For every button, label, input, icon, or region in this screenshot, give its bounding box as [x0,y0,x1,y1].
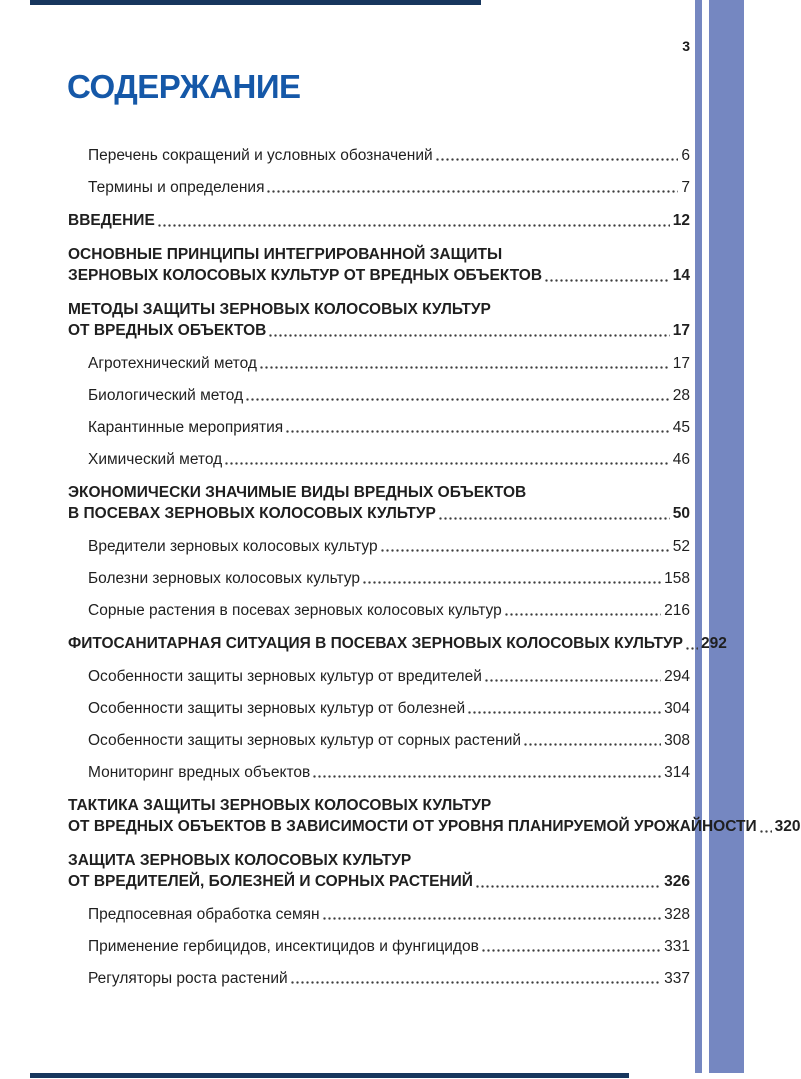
toc-entry-page: 304 [664,700,690,717]
dot-leader [323,916,662,921]
toc-entry-line [68,482,690,503]
right-stripe-narrow [695,0,702,1073]
toc-entry-page: 6 [681,147,690,164]
dot-leader [686,646,698,651]
toc-entry-title: Термины и определения [88,179,265,196]
toc-entry-line [88,386,690,405]
toc-entry-page: 292 [700,635,727,652]
toc-entry-line [68,320,690,341]
toc-entry-page: 14 [672,267,690,284]
dot-leader [476,884,661,889]
toc-entry [68,763,690,782]
toc-entry-title: Карантинные мероприятия [88,419,284,436]
toc-list [68,146,801,1001]
toc-entry-line [68,299,690,320]
toc-entry [68,699,690,718]
toc-entry [68,178,690,197]
dot-leader [269,333,669,338]
toc-entry-title: МЕТОДЫ ЗАЩИТЫ ЗЕРНОВЫХ КОЛОСОВЫХ КУЛЬТУР [68,301,491,318]
toc-entry-page: 12 [672,212,690,229]
toc-entry-line [88,667,690,686]
toc-entry [68,969,690,988]
toc-entry-page: 7 [681,179,690,196]
toc-entry-line [88,905,690,924]
toc-entry-page: 45 [672,419,690,436]
toc-entry-line [88,763,690,782]
toc-entry [68,244,690,286]
toc-entry-page: 52 [672,538,690,555]
toc-entry-page: 308 [664,732,690,749]
toc-entry-line [68,503,690,524]
toc-entry-line [68,816,801,837]
toc-entry [68,386,690,405]
toc-entry-title: ЗАЩИТА ЗЕРНОВЫХ КОЛОСОВЫХ КУЛЬТУР [68,852,412,869]
toc-entry-page: 28 [672,387,690,404]
toc-entry-line [68,244,690,265]
toc-entry [68,633,727,654]
toc-entry [68,569,690,588]
toc-entry [68,850,690,892]
right-stripe-wide [709,0,744,1073]
toc-entry-page: 331 [664,938,690,955]
toc-entry-line [88,731,690,750]
dot-leader [505,612,661,617]
toc-entry-line [68,795,690,816]
toc-entry-title: Химический метод [88,451,223,468]
toc-entry [68,731,690,750]
toc-entry-title: Регуляторы роста растений [88,970,288,987]
dot-leader [436,157,679,162]
dot-leader [545,278,670,283]
toc-entry-title: ЗЕРНОВЫХ КОЛОСОВЫХ КУЛЬТУР ОТ ВРЕДНЫХ ОБЪЕКТОВ [68,267,543,284]
toc-entry [68,482,690,524]
toc-entry-line [88,354,690,373]
toc-entry [68,537,690,556]
toc-entry [68,418,690,437]
toc-entry-title: Перечень сокращений и условных обозначений [88,147,433,164]
toc-entry-line [88,537,690,556]
toc-entry-title: Особенности защиты зерновых культур от вредителей [88,668,482,685]
toc-entry [68,354,690,373]
toc-entry-title: Мониторинг вредных объектов [88,764,311,781]
toc-entry-page: 294 [664,668,690,685]
toc-entry [68,450,690,469]
toc-entry-title: ЭКОНОМИЧЕСКИ ЗНАЧИМЫЕ ВИДЫ ВРЕДНЫХ ОБЪЕКТОВ [68,484,527,501]
toc-entry [68,795,801,837]
toc-entry-title: ОСНОВНЫЕ ПРИНЦИПЫ ИНТЕГРИРОВАННОЙ ЗАЩИТЫ [68,246,503,263]
toc-entry-page: 216 [664,602,690,619]
toc-entry-line [88,450,690,469]
dot-leader [485,678,661,683]
toc-entry [68,905,690,924]
toc-entry-line [88,178,690,197]
toc-entry-title: ФИТОСАНИТАРНАЯ СИТУАЦИЯ В ПОСЕВАХ ЗЕРНОВЫХ КОЛОСОВЫХ КУЛЬТУР [68,635,683,652]
toc-entry-line [88,146,690,165]
toc-entry-page: 17 [672,355,690,372]
toc-entry-title: Вредители зерновых колосовых культур [88,538,378,555]
toc-entry [68,667,690,686]
toc-entry-page: 46 [672,451,690,468]
toc-entry-line [88,969,690,988]
toc-entry [68,210,690,231]
toc-entry-title: ОТ ВРЕДНЫХ ОБЪЕКТОВ [68,322,267,339]
page-number: 3 [682,38,690,54]
toc-entry-title: Особенности защиты зерновых культур от сорных растений [88,732,522,749]
dot-leader [760,829,772,834]
toc-entry-line [68,210,690,231]
dot-leader [260,365,670,370]
bottom-rule [30,1073,629,1078]
toc-entry [68,601,690,620]
dot-leader [286,429,670,434]
toc-entry-page: 328 [664,906,690,923]
toc-entry-line [88,418,690,437]
toc-entry-line [88,569,690,588]
toc-entry-page: 158 [664,570,690,587]
dot-leader [468,710,661,715]
dot-leader [381,548,670,553]
toc-entry-title: Сорные растения в посевах зерновых колосовых культур [88,602,502,619]
toc-entry-title: Агротехнический метод [88,355,257,372]
toc-entry [68,937,690,956]
toc-entry-title: В ПОСЕВАХ ЗЕРНОВЫХ КОЛОСОВЫХ КУЛЬТУР [68,505,436,522]
toc-entry-title: Биологический метод [88,387,244,404]
toc-entry-title: ТАКТИКА ЗАЩИТЫ ЗЕРНОВЫХ КОЛОСОВЫХ КУЛЬТУР [68,797,492,814]
dot-leader [225,461,670,466]
toc-entry-page: 50 [672,505,690,522]
toc-entry-page: 314 [664,764,690,781]
dot-leader [291,980,661,985]
dot-leader [439,516,670,521]
toc-entry-title: ОТ ВРЕДНЫХ ОБЪЕКТОВ В ЗАВИСИМОСТИ ОТ УРОВНЯ ПЛАНИРУЕМОЙ УРОЖАЙНОСТИ [68,818,757,835]
toc-entry-page: 17 [672,322,690,339]
toc-entry-title: Предпосевная обработка семян [88,906,320,923]
toc-entry [68,299,690,341]
toc-entry-page: 337 [664,970,690,987]
toc-entry-page: 320 [774,818,801,835]
page-title: СОДЕРЖАНИЕ [67,68,301,105]
toc-entry-title: ОТ ВРЕДИТЕЛЕЙ, БОЛЕЗНЕЙ И СОРНЫХ РАСТЕНИЙ [68,873,473,890]
dot-leader [267,189,678,194]
toc-entry-line [68,850,690,871]
dot-leader [524,742,661,747]
dot-leader [313,774,661,779]
toc-entry-line [88,699,690,718]
toc-entry-line [68,871,690,892]
toc-entry-title: Особенности защиты зерновых культур от болезней [88,700,466,717]
dot-leader [158,223,670,228]
toc-entry-line [68,633,727,654]
dot-leader [482,948,661,953]
toc-entry-line [88,937,690,956]
toc-entry-line [68,265,690,286]
dot-leader [246,397,670,402]
toc-entry-page: 326 [664,873,690,890]
toc-entry-line [88,601,690,620]
dot-leader [363,580,661,585]
toc-entry [68,146,690,165]
toc-entry-title: Применение гербицидов, инсектицидов и фунгицидов [88,938,479,955]
toc-entry-title: ВВЕДЕНИЕ [68,212,155,229]
toc-entry-title: Болезни зерновых колосовых культур [88,570,360,587]
top-rule [30,0,481,5]
